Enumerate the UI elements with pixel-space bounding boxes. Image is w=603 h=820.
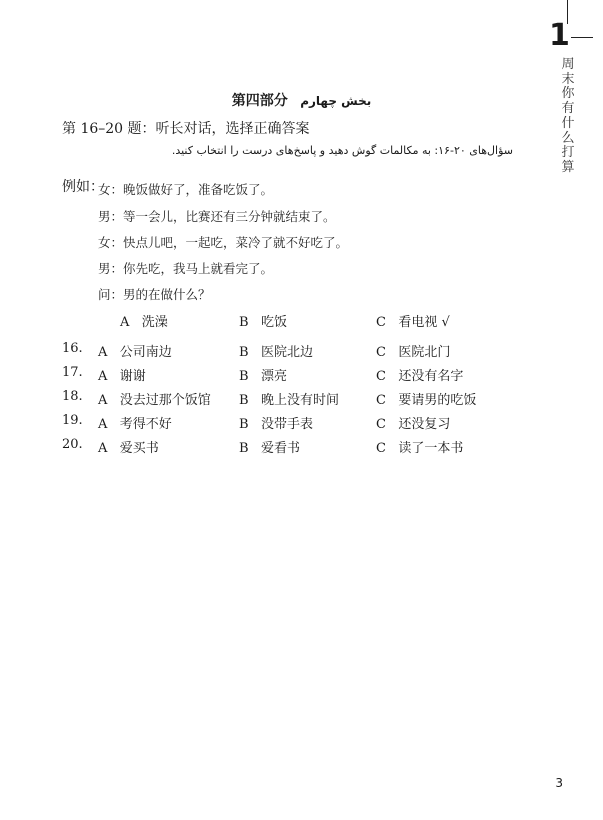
dialogue-line: 男：你先吃，我马上就看完了。 [98,261,274,276]
instruction-zh: 第 16–20 题：听长对话，选择正确答案 [62,121,310,137]
question-option-b [239,437,300,456]
option-text: 没带手表 [260,417,313,432]
option-letter: B [239,393,249,408]
option-letter: C [376,369,386,384]
dialogue-question: 问：男的在做什么？ [98,287,211,302]
option-text: 洗澡 [141,315,168,330]
option-letter: C [376,315,386,330]
option-letter: C [376,417,386,432]
option-text: 医院北边 [260,345,313,360]
question-option-a [98,437,159,456]
question-option-a [98,365,146,384]
example-option-a [120,311,168,330]
option-letter: B [239,315,249,330]
option-text: 要请男的吃饭 [398,393,477,408]
dialogue-line: 女：晚饭做好了，准备吃饭了。 [98,182,274,197]
question-option-b [239,365,287,384]
lesson-title: 周末你有什么打算 [561,57,575,175]
example-label: 例如： [62,179,104,195]
option-text: 晚上没有时间 [260,393,339,408]
question-number: 20. [62,437,83,452]
question-number: 16. [62,341,83,356]
section-title-fa: بخش چهارم [300,94,372,108]
question-option-c [376,437,463,456]
option-text: 爱看书 [260,441,300,456]
option-letter: B [239,345,249,360]
option-letter: B [239,417,249,432]
section-title-zh: 第四部分 [231,93,288,109]
option-text: 考得不好 [119,417,172,432]
question-number: 18. [62,389,83,404]
check-mark: √ [441,315,450,330]
question-option-c [376,413,450,432]
question-option-c [376,341,450,360]
option-text: 还没有名字 [398,369,464,384]
section-title [0,90,603,110]
option-letter: C [376,345,386,360]
question-option-c [376,389,476,408]
question-option-a [98,389,211,408]
option-text: 没去过那个饭馆 [119,393,211,408]
example-option-b [239,311,287,330]
example-option-c [376,311,450,330]
option-letter: A [98,345,108,360]
option-text: 读了一本书 [398,441,464,456]
question-option-b [239,413,313,432]
option-letter: C [376,441,386,456]
page-number: 3 [555,776,563,790]
option-letter: A [98,417,108,432]
option-text: 漂亮 [260,369,287,384]
option-letter: B [239,441,249,456]
question-option-b [239,389,339,408]
dialogue-line: 女：快点儿吧，一起吃，菜冷了就不好吃了。 [98,235,349,250]
option-letter: A [98,441,108,456]
question-option-b [239,341,313,360]
option-text: 公司南边 [119,345,172,360]
option-text: 看电视 [398,315,438,330]
option-letter: C [376,393,386,408]
question-number: 19. [62,413,83,428]
question-option-c [376,365,463,384]
option-letter: A [98,369,108,384]
question-option-a [98,341,172,360]
question-option-a [98,413,172,432]
option-text: 爱买书 [119,441,159,456]
option-letter: B [239,369,249,384]
lesson-number: 1 [549,18,570,53]
instruction-fa: سؤال‌های ۲۰-۱۶: به مکالمات گوش دهید و پاسخ‌های درست را انتخاب کنید. [171,144,513,157]
dialogue-line: 男：等一会儿，比赛还有三分钟就结束了。 [98,209,336,224]
tab-divider-horizontal [571,37,593,38]
option-text: 还没复习 [398,417,451,432]
option-text: 谢谢 [119,369,146,384]
question-number: 17. [62,365,83,380]
option-text: 吃饭 [260,315,287,330]
option-letter: A [120,315,130,330]
option-letter: A [98,393,108,408]
option-text: 医院北门 [398,345,451,360]
